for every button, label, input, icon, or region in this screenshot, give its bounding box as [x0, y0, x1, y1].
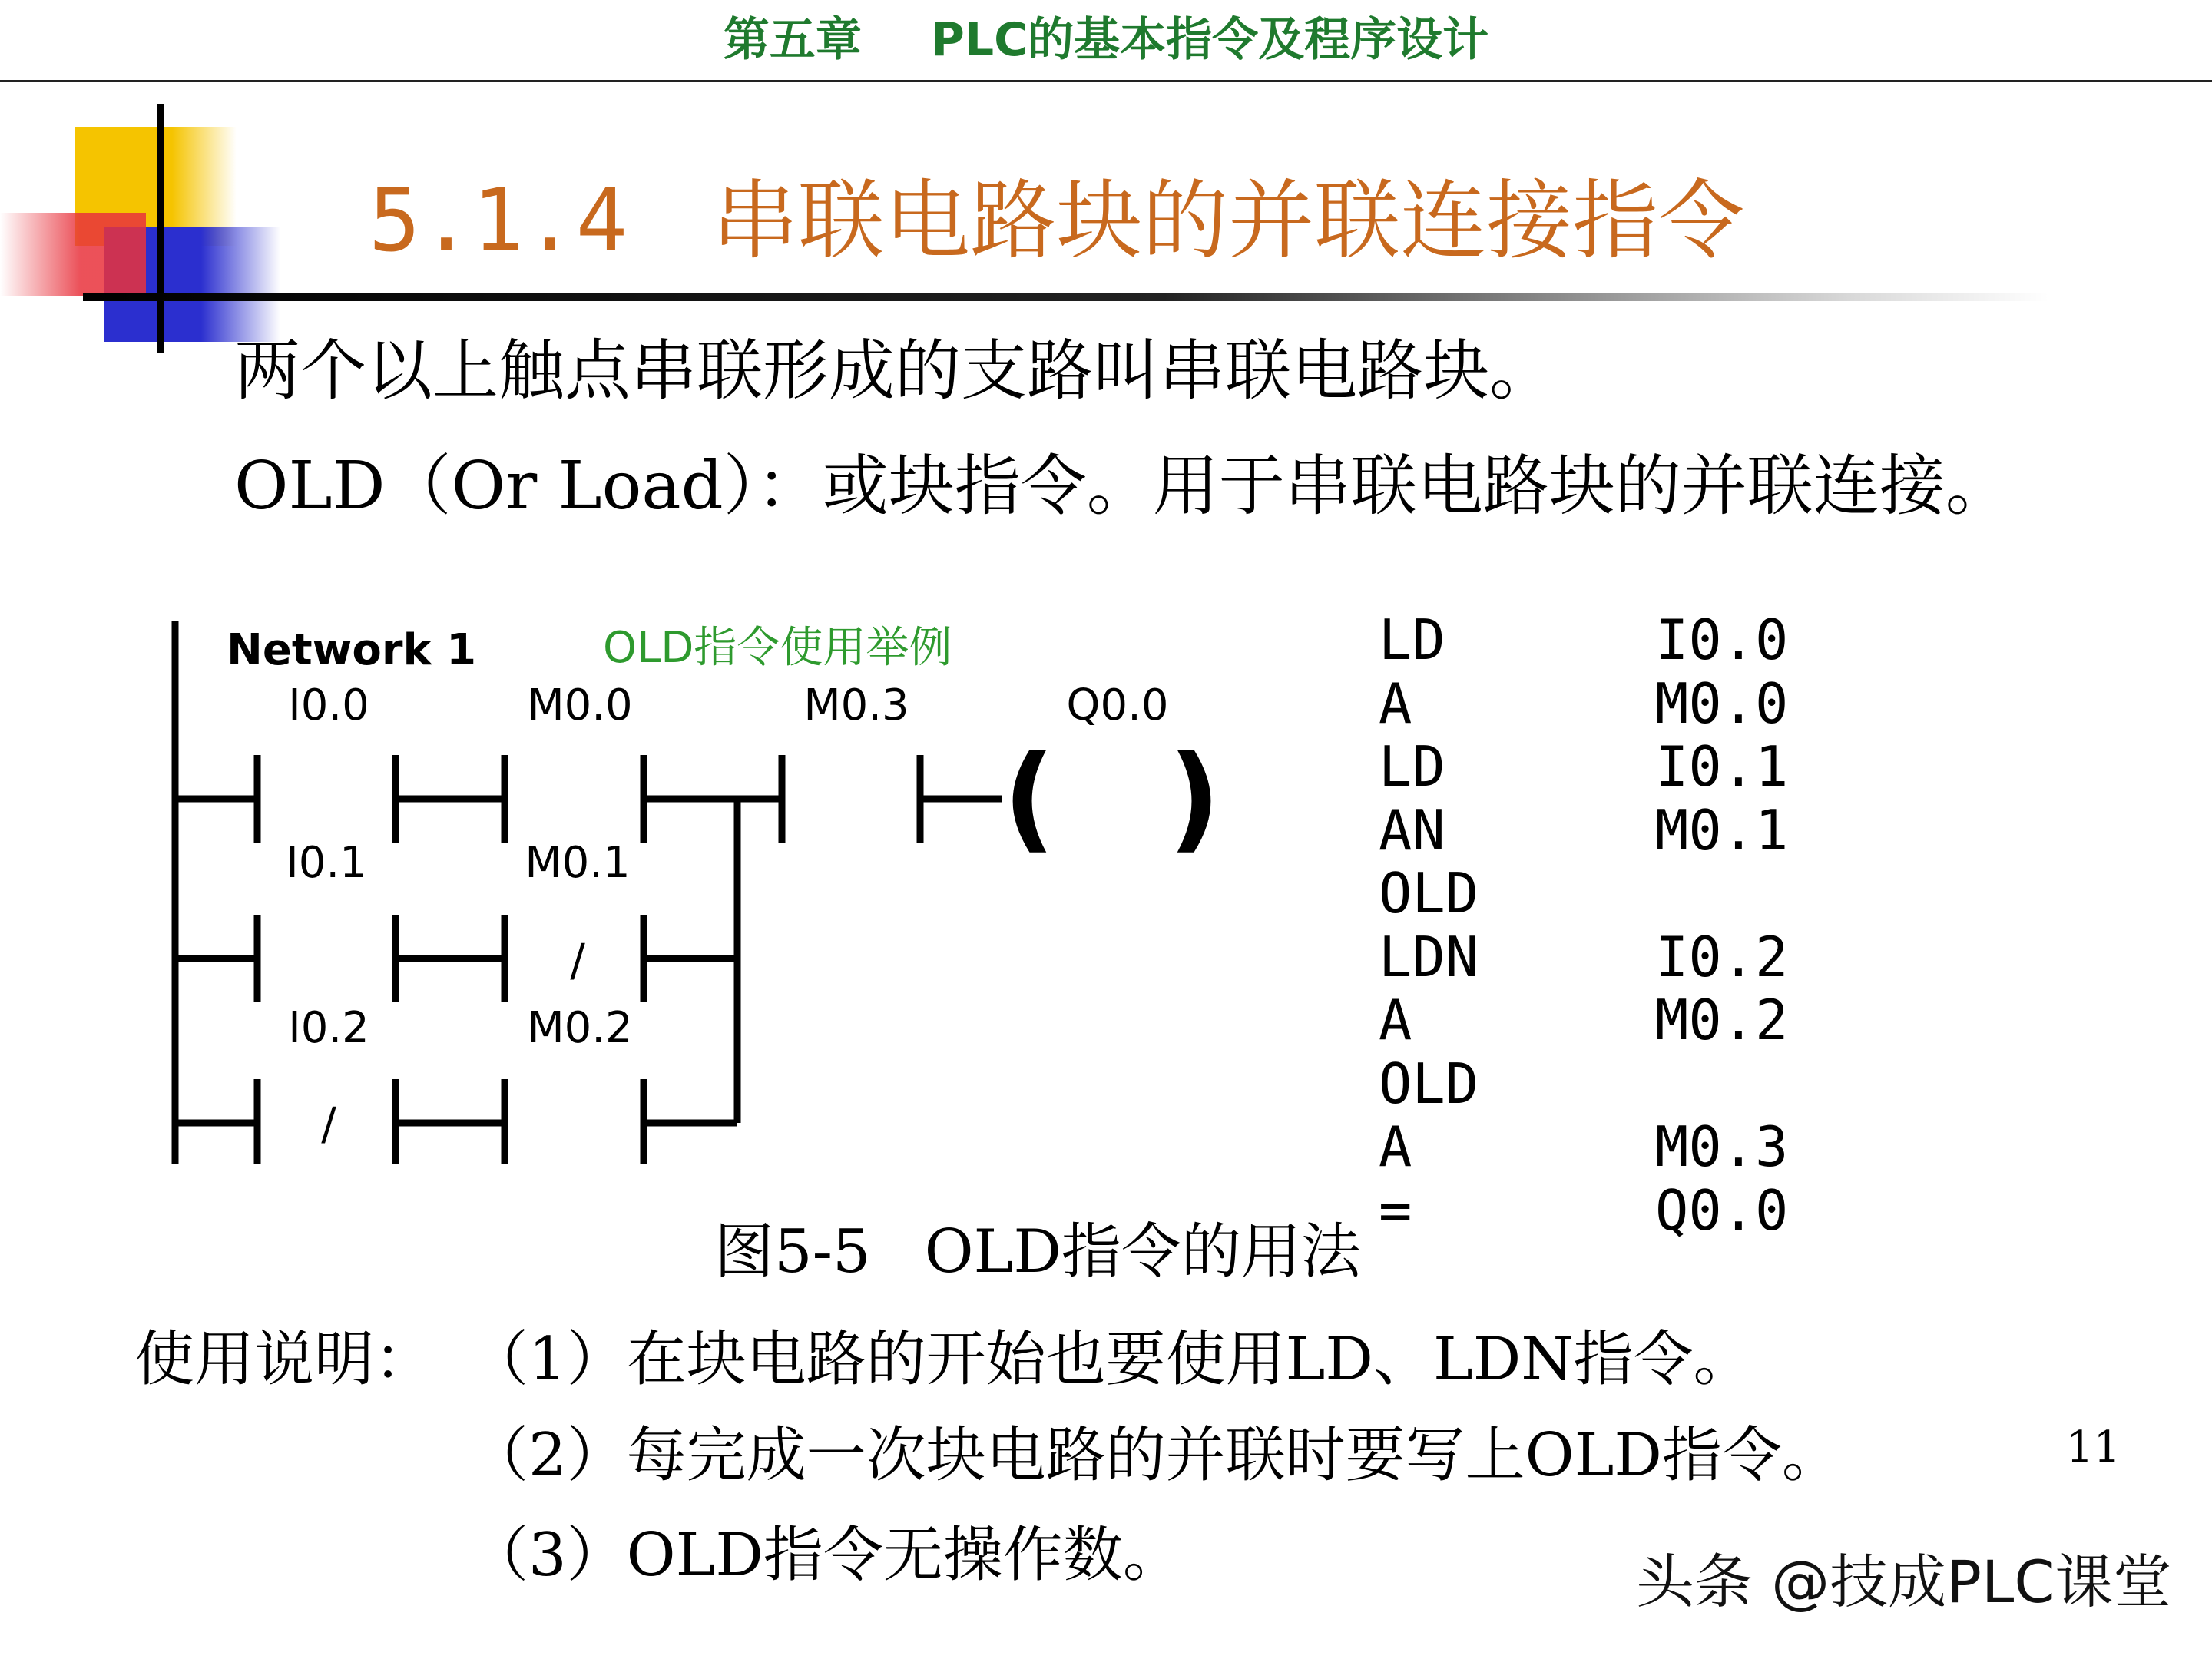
- definition-line: 两个以上触点串联形成的支路叫串联电路块。: [234, 333, 1555, 409]
- title-decoration: [0, 104, 323, 365]
- section-title-text: 串联电路块的并联连接指令: [712, 171, 1745, 271]
- figure-caption-text: OLD指令的用法: [924, 1217, 1361, 1286]
- label-m02: M0.2: [527, 1003, 633, 1053]
- stl-operand: M0.3: [1655, 1114, 1789, 1179]
- nc-mark-i02: /: [321, 1098, 336, 1150]
- note-item-1: （1）在块电路的开始也要使用LD、LDN指令。: [469, 1325, 1753, 1394]
- label-i00: I0.0: [288, 680, 369, 730]
- watermark: 头条 @技成PLC课堂: [1636, 1548, 2172, 1616]
- stl-op: =: [1379, 1178, 1412, 1243]
- stl-operand: I0.1: [1655, 734, 1789, 799]
- stl-op: LDN: [1379, 925, 1479, 989]
- stl-op: AN: [1379, 798, 1445, 863]
- stl-operand: M0.2: [1655, 988, 1789, 1052]
- stl-op: A: [1379, 988, 1412, 1052]
- chapter-header: [0, 5, 2212, 75]
- stl-op: LD: [1379, 608, 1445, 672]
- header-divider: [0, 80, 2212, 82]
- old-description-line: OLD（Or Load）：或块指令。用于串联电路块的并联连接。: [234, 448, 2012, 525]
- stl-operand: M0.1: [1655, 798, 1789, 863]
- stl-op: OLD: [1379, 1051, 1479, 1116]
- network-label: Network 1: [227, 625, 477, 675]
- deco-red-square: [0, 213, 146, 296]
- label-m00: M0.0: [527, 680, 633, 730]
- figure-number: 图5-5: [714, 1217, 871, 1286]
- chapter-title: PLC的基本指令及程序设计: [930, 13, 1489, 67]
- figure-caption: [714, 1214, 1361, 1290]
- note-item-3: （3）OLD指令无操作数。: [469, 1521, 1183, 1590]
- stl-op: A: [1379, 671, 1412, 736]
- stl-op: LD: [1379, 734, 1445, 799]
- coil-open: (: [1002, 731, 1056, 865]
- title-underline: [83, 293, 2049, 301]
- example-label: OLD指令使用举例: [603, 623, 952, 673]
- label-i01: I0.1: [286, 838, 367, 888]
- page-number: 11: [2066, 1422, 2121, 1472]
- note-item-2: （2）每完成一次块电路的并联时要写上OLD指令。: [469, 1421, 1842, 1490]
- label-i02: I0.2: [288, 1003, 369, 1053]
- ladder-diagram: [154, 607, 1244, 1175]
- section-title: [369, 167, 1744, 275]
- stl-operand: M0.0: [1655, 671, 1789, 736]
- stl-operand: Q0.0: [1655, 1178, 1789, 1243]
- stl-operand: I0.0: [1655, 608, 1789, 672]
- nc-mark-m01: /: [570, 934, 585, 986]
- label-q00: Q0.0: [1066, 680, 1169, 730]
- coil-close: ): [1167, 731, 1221, 865]
- stl-operand: I0.2: [1655, 925, 1789, 989]
- label-m03: M0.3: [803, 680, 909, 730]
- section-number: 5.1.4: [369, 171, 628, 271]
- notes-label: 使用说明：: [134, 1325, 435, 1394]
- stl-op: OLD: [1379, 861, 1479, 926]
- deco-vertical-bar: [157, 104, 164, 353]
- stl-op: A: [1379, 1114, 1412, 1179]
- chapter-label: 第五章: [723, 13, 862, 67]
- label-m01: M0.1: [525, 838, 631, 888]
